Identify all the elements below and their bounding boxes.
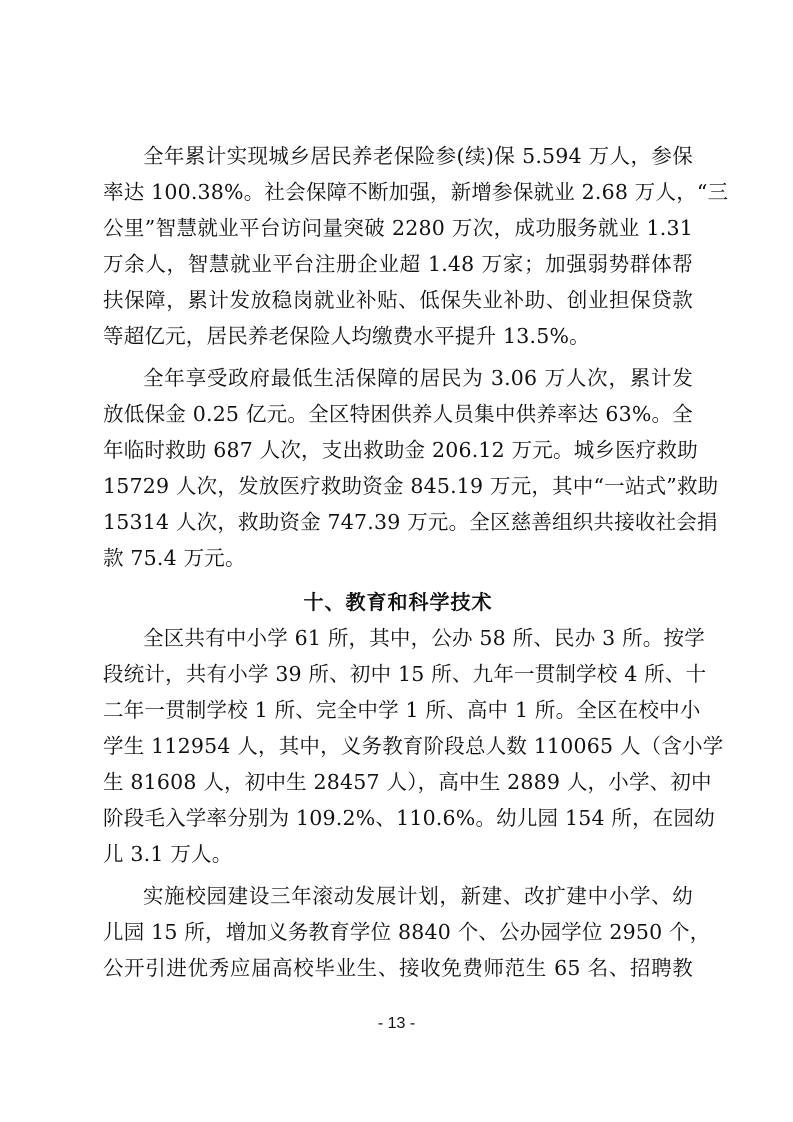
paragraph-line: 全年享受政府最低生活保障的居民为 3.06 万人次，累计发 xyxy=(143,366,693,390)
paragraph-line: 儿 3.1 万人。 xyxy=(103,842,233,866)
paragraph-line: 公开引进优秀应届高校毕业生、接收免费师范生 65 名、招聘教 xyxy=(103,956,693,980)
paragraph-line: 生 81608 人，初中生 28457 人），高中生 2889 人，小学、初中 xyxy=(103,770,712,794)
section-heading: 十、教育和科学技术 xyxy=(303,590,493,614)
paragraph-line: 15314 人次，救助资金 747.39 万元。全区慈善组织共接收社会捐 xyxy=(103,510,718,534)
paragraph-line: 段统计，共有小学 39 所、初中 15 所、九年一贯制学校 4 所、十 xyxy=(103,662,707,686)
paragraph-line: 年临时救助 687 人次，支出救助金 206.12 万元。城乡医疗救助 xyxy=(103,438,698,462)
paragraph-line: 公里”智慧就业平台访问量突破 2280 万次，成功服务就业 1.31 xyxy=(103,216,693,240)
paragraph-line: 儿园 15 所，增加义务教育学位 8840 个、公办园学位 2950 个， xyxy=(103,920,711,944)
paragraph-line: 实施校园建设三年滚动发展计划，新建、改扩建中小学、幼 xyxy=(143,884,693,908)
paragraph-line: 阶段毛入学率分别为 109.2%、110.6%。幼儿园 154 所，在园幼 xyxy=(103,806,715,830)
paragraph-line: 学生 112954 人，其中，义务教育阶段总人数 110065 人（含小学 xyxy=(103,734,724,758)
paragraph-line: 全区共有中小学 61 所，其中，公办 58 所、民办 3 所。按学 xyxy=(143,626,705,650)
paragraph-line: 放低保金 0.25 亿元。全区特困供养人员集中供养率达 63%。全 xyxy=(103,402,693,426)
paragraph-line: 全年累计实现城乡居民养老保险参(续)保 5.594 万人，参保 xyxy=(143,144,693,168)
paragraph-line: 等超亿元，居民养老保险人均缴费水平提升 13.5%。 xyxy=(103,324,590,348)
paragraph-line: 万余人，智慧就业平台注册企业超 1.48 万家；加强弱势群体帮 xyxy=(103,252,693,276)
paragraph-line: 率达 100.38%。社会保障不断加强，新增参保就业 2.68 万人，“三 xyxy=(103,180,729,204)
paragraph-line: 款 75.4 万元。 xyxy=(103,546,246,570)
paragraph-line: 二年一贯制学校 1 所、完全中学 1 所、高中 1 所。全区在校中小 xyxy=(103,698,701,722)
paragraph-line: 15729 人次，发放医疗救助资金 845.19 万元，其中“一站式”救助 xyxy=(103,474,719,498)
paragraph-line: 扶保障，累计发放稳岗就业补贴、低保失业补助、创业担保贷款 xyxy=(103,288,693,312)
page-number: - 13 - xyxy=(377,1015,416,1032)
